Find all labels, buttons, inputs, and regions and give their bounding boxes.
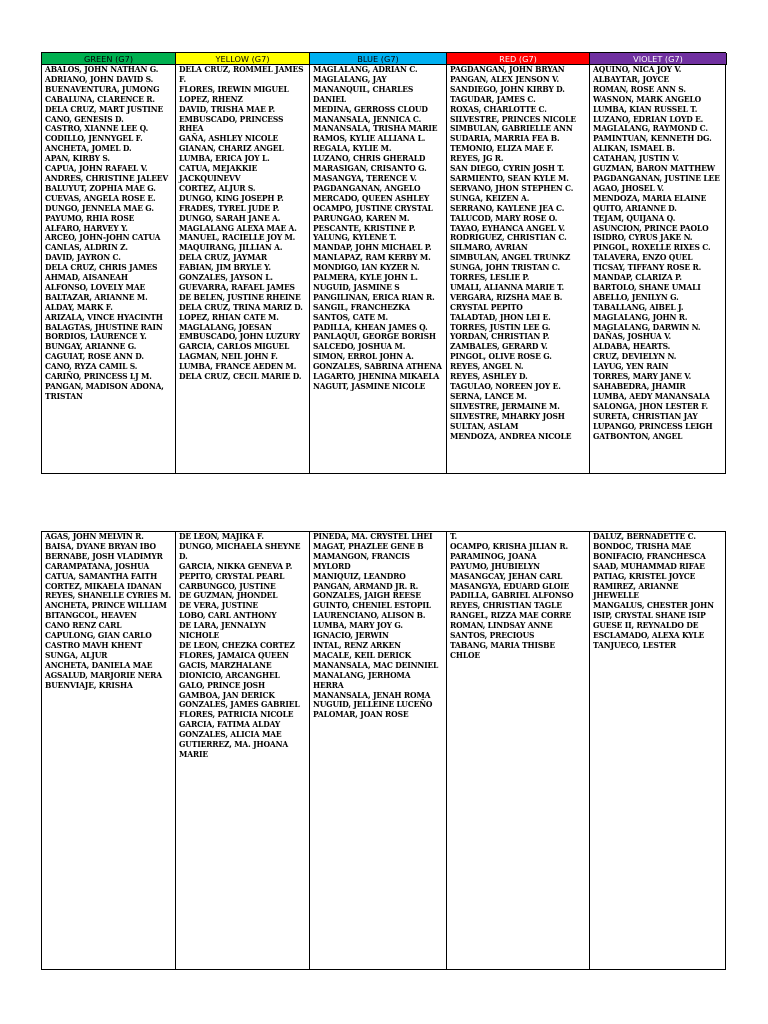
student-name: LAURENCIANO, ALISON B. — [313, 610, 426, 621]
student-name: BAISA, DYANE BRYAN IBO — [45, 540, 156, 551]
student-name: ARIZALA, VINCE HYACINTH — [45, 311, 163, 322]
student-name: GALO, PRINCE JOSH — [179, 679, 265, 690]
student-name: MANALANG, JERHOMA HERRA — [313, 669, 411, 690]
student-name: MANANSALA, JENNICA C. — [313, 113, 422, 124]
student-name: LAYUG, YEN RAIN — [593, 361, 669, 372]
student-name: BALAGTAS, JHUSTINE RAIN — [45, 321, 163, 332]
student-name: IGNACIO, JERWIN — [313, 630, 389, 641]
bottom-roster-table — [41, 531, 726, 970]
student-name: ABALOS, JOHN NATHAN G. — [45, 65, 159, 74]
student-name: CORTEZ, MIKAELA IDANAN — [45, 580, 162, 591]
student-name: MENDOZA, MARIA ELAINE — [593, 192, 707, 203]
blue-column — [310, 65, 447, 473]
student-name: BERNABE, JOSH VLADIMYR — [45, 550, 163, 561]
student-name: MAQUIRANG, JILLIAN A. — [179, 242, 283, 253]
student-name: MANDAP, CLARIZA P. — [593, 272, 682, 283]
student-name: GIANAN, CHARIZ ANGEL — [179, 143, 284, 154]
student-name: MAGLALANG, JOESAN — [179, 321, 272, 332]
student-name: SANDIEGO, JOHN KIRBY D. — [450, 83, 565, 94]
student-name: MAGLALANG, JOHN R. — [593, 311, 688, 322]
student-name: LUMBA, AEDY MANANSALA — [593, 390, 710, 401]
student-name: ALDAY, MARK F. — [45, 301, 113, 312]
yellow-column-continued — [176, 532, 310, 969]
student-name: LOBO, CARL ANTHONY — [179, 610, 277, 621]
student-name: ROMAN, LINDSAY ANNE — [450, 620, 553, 631]
student-name: GONZALES, SABRINA ATHENA — [313, 361, 442, 372]
student-name: DELA CRUZ, CECIL MARIE D. — [179, 371, 302, 382]
student-name: PANGAN, MADISON ADONA, TRISTAN — [45, 381, 164, 401]
student-name: TEMONIO, ELIZA MAE F. — [450, 143, 554, 154]
student-name: BUENAVENTURA, JUMONG — [45, 83, 160, 94]
student-name: LUMBA, MARY JOY G. — [313, 620, 403, 631]
student-name: LAGARTO, JHENINA MIKAELA — [313, 371, 440, 382]
student-name: DE GUZMAN, JHONDEL — [179, 590, 278, 601]
red-column — [447, 65, 590, 473]
student-name: CANO, GENESIS D. — [45, 113, 124, 124]
student-name: ISIP, CRYSTAL SHANE ISIP — [593, 610, 706, 621]
student-name: DALUZ, BERNADETTE C. — [593, 532, 696, 541]
student-name: ROXAS, CHARLOTTE C. — [450, 103, 547, 114]
student-name: PATIAG, KRISTEL JOYCE — [593, 570, 696, 581]
student-name: RODRIGUEZ, CHRISTIAN C. — [450, 232, 567, 243]
student-name: ADRIANO, JOHN DAVID S. — [45, 73, 154, 84]
student-name: MAGAT, PHAZLEE GENE B — [313, 540, 424, 551]
student-name: FRADES, TYREL JUDE P. — [179, 202, 280, 213]
student-name: PANGILINAN, ERICA RIAN R. — [313, 291, 435, 302]
student-name: LUMBA, FRANCE AEDEN M. — [179, 361, 297, 372]
student-name: MAMANGON, FRANCIS MYLORD — [313, 550, 410, 571]
student-name: LUZANO, EDRIAN LOYD E. — [593, 113, 704, 124]
student-name: DUNGO, MICHAELA SHEYNE D. — [179, 540, 301, 561]
student-name: MAGLALANG, RAYMOND C. — [593, 123, 708, 134]
student-name: MANANSALA, TRISHA MARIE — [313, 123, 438, 134]
student-name: INTAL, RENZ ARKEN — [313, 639, 401, 650]
student-name: MARASIGAN, CRISANTO G. — [313, 163, 427, 174]
student-name: CANO, RYZA CAMIL S. — [45, 361, 138, 372]
student-name: PEPITO, CRYSTAL PEARL — [179, 570, 285, 581]
student-name: GONZALES, JAIGH REESE — [313, 590, 421, 601]
student-name: CANLAS, ALDRIN Z. — [45, 242, 128, 253]
header-green: GREEN (G7) — [42, 53, 176, 65]
student-name: AGSALUD, MARJORIE NERA — [45, 669, 162, 680]
student-name: OCAMPO, JUSTINE CRYSTAL — [313, 202, 433, 213]
student-name: BUENVIAJE, KRISHA — [45, 679, 133, 690]
student-name: MANIQUIZ, LEANDRO — [313, 570, 406, 581]
student-name: PESCANTE, KRISTINE P. — [313, 222, 416, 233]
student-name: TALADTAD, JHON LEI E. — [450, 311, 551, 322]
student-name: ALFONSO, LOVELY MAE — [45, 281, 146, 292]
student-name: TALUCOD, MARY ROSE O. — [450, 212, 558, 223]
student-name: CODILLO, JENNYGEL F. — [45, 133, 143, 144]
student-name: DE LEON, MAJIKA F. — [179, 532, 264, 541]
student-name: CASTRO MAVH KHENT — [45, 639, 143, 650]
student-name: PAYUMO, RHIA ROSE — [45, 212, 135, 223]
student-name: PALMERA, KYLE JOHN L. — [313, 272, 418, 283]
student-name: GATBONTON, ANGEL — [593, 430, 683, 441]
student-name: DIONICIO, ARCANGHEL — [179, 669, 280, 680]
student-name: SANGIL, FRANCHEZKA — [313, 301, 410, 312]
header-violet: VIOLET (G7) — [590, 53, 727, 65]
student-name: FLORES, IREWIN MIGUEL LOPEZ, RHENZ — [179, 83, 289, 104]
student-name: MANUEL, RACIELLE JOY M. — [179, 232, 296, 243]
student-name: TORRES, JUSTIN LEE G. — [450, 321, 551, 332]
student-name: MENDOZA, ANDREA NICOLE — [450, 430, 572, 441]
student-name: DE LEON, CHEZKA CORTEZ — [179, 639, 295, 650]
student-name: TICSAY, TIFFANY ROSE R. — [593, 262, 702, 273]
student-name: TANJUECO, LESTER — [593, 639, 677, 650]
student-name: GUESE II, REYNALDO DE — [593, 620, 699, 631]
student-name: TAYAO, EYHANCA ANGEL V. — [450, 222, 565, 233]
student-name: SAAD, MUHAMMAD RIFAE — [593, 560, 705, 571]
student-name: AHMAD, AISANEAH — [45, 272, 128, 283]
student-name: TORRES, MARY JANE V. — [593, 371, 692, 382]
student-name: PAGDANGANAN, JUSTINE LEE — [593, 172, 720, 183]
student-name: ISIDRO, CYRUS JAKE N. — [593, 232, 693, 243]
student-name: CARBUNGCO, JUSTINE — [179, 580, 276, 591]
student-name: GARCIA, FATIMA ALDAY — [179, 719, 281, 730]
student-name: DELA CRUZ, CHRIS JAMES — [45, 262, 158, 273]
student-name: LOPEZ, RHIAN CATE M. — [179, 311, 279, 322]
student-name: PADILLA, GABRIEL ALFONSO — [450, 590, 574, 601]
student-name: REYES, JG R. — [450, 153, 504, 164]
student-name: MERCADO, QUEEN ASHLEY — [313, 192, 430, 203]
student-name: LUMBA, KIAN RUSSEL T. — [593, 103, 698, 114]
student-name: DELA CRUZ, MART JUSTINE — [45, 103, 164, 114]
top-roster-table — [41, 52, 726, 474]
student-name: PANLAQUI, GEORGE BORISH — [313, 331, 436, 342]
student-name: PINGOL, OLIVE ROSE G. — [450, 351, 552, 362]
student-name: SUNGA, JOHN TRISTAN C. — [450, 262, 560, 273]
student-name: TABALLANG, AIBEL J. — [593, 301, 684, 312]
student-name: CUEVAS, ANGELA ROSE E. — [45, 192, 156, 203]
student-name: TAGULAO, NOREEN JOY E. — [450, 381, 561, 391]
violet-column — [590, 65, 727, 473]
student-name: MEDINA, GERROSS CLOUD — [313, 103, 428, 114]
student-name: CRUZ, DEVIELYN N. — [593, 351, 677, 362]
student-name: AGAO, JHOSEL V. — [593, 182, 664, 193]
blue-column-continued — [310, 532, 447, 969]
student-name: MAGLALANG ALEXA MAE A. — [179, 222, 297, 233]
student-name: PAGDANGAN, JOHN BRYAN — [450, 65, 565, 74]
student-name: TORRES, LESLIE P. — [450, 272, 530, 283]
student-name: T. — [450, 532, 457, 541]
student-name: LUZANO, CHRIS GHERALD — [313, 153, 426, 164]
student-name: BALTAZAR, ARIANNE M. — [45, 291, 148, 302]
student-name: CABALUNA, CLARENCE R. — [45, 93, 155, 104]
student-name: FLORES, PATRICIA NICOLE — [179, 709, 294, 720]
student-name: GUTIERREZ, MA. JHOANA MARIE — [179, 739, 289, 759]
student-name: AGAS, JOHN MELVIN R. — [45, 532, 144, 541]
student-name: QUITO, ARIANNE D. — [593, 202, 677, 213]
student-name: MANLAPAZ, RAM KERBY M. — [313, 252, 431, 263]
student-name: PARAMINOG, JOANA — [450, 550, 537, 561]
student-name: TEJAM, QUIJANA Q. — [593, 212, 676, 223]
student-name: ANCHETA, DANIELA MAE — [45, 659, 153, 670]
student-name: GUINTO, CHENIEL ESTOPIL — [313, 600, 431, 611]
student-name: SILVESTRE, MHARKY JOSH — [450, 410, 565, 421]
student-name: BUNGAY, ARIANNE G. — [45, 341, 137, 352]
student-name: CATAHAN, JUSTIN V. — [593, 153, 679, 164]
student-name: SIMBULAN, GABRIELLE ANN — [450, 123, 573, 134]
student-name: FLORES, JAMAICA QUEEN — [179, 649, 289, 660]
student-name: LUPANGO, PRINCESS LEIGH — [593, 420, 713, 431]
student-name: ALIKAN, ISMAEL B. — [593, 143, 675, 154]
student-name: LAGMAN, NEIL JOHN F. — [179, 351, 278, 362]
student-name: DAÑAS, JOSHUA V. — [593, 331, 671, 342]
student-name: MAGLALANG, JAY MANANQUIL, CHARLES DANIEL — [313, 73, 414, 104]
student-name: PALOMAR, JOAN ROSE — [313, 709, 409, 720]
student-name: EMBUSCADO, PRINCESS RHEA — [179, 113, 284, 134]
student-name: SIMON, ERROL JOHN A. — [313, 351, 414, 362]
green-column — [42, 65, 176, 473]
student-name: WASNON, MARK ANGELO — [593, 93, 702, 104]
student-name: MAGLALANG, ADRIAN C. — [313, 65, 418, 74]
student-name: MASANGYA, EDUARD GLOIE — [450, 580, 570, 591]
student-name: GARCIA, CARLOS MIGUEL — [179, 341, 290, 352]
student-name: SALONGA, JHON LESTER F. — [593, 400, 709, 411]
student-name: REGALA, KYLIE M. — [313, 143, 392, 154]
student-name: MASANGYA, TERENCE V. — [313, 172, 417, 183]
red-column-continued — [447, 532, 590, 969]
student-name: REYES, SHANELLE CYRIES M. — [45, 590, 171, 601]
student-name: NUGUID, JASMINE S — [313, 281, 400, 292]
student-name: ABELLO, JENILYN G. — [593, 291, 679, 302]
student-name: MANDAP, JOHN MICHAEL P. — [313, 242, 432, 253]
student-name: PAGDANGANAN, ANGELO — [313, 182, 421, 193]
student-name: BARTOLO, SHANE UMALI — [593, 281, 701, 292]
student-name: YALUNG, KYLENE T. — [313, 232, 397, 243]
student-name: CAPUA, JOHN RAFAEL V. — [45, 163, 148, 174]
student-name: APAN, KIRBY S. — [45, 153, 110, 164]
student-name: CORTEZ, ALJUR S. — [179, 182, 256, 193]
student-name: REYES, CHRISTIAN TAGLE — [450, 600, 562, 611]
student-name: CARIÑO, PRINCESS LJ M. — [45, 371, 152, 382]
student-name: DAVID, TRISHA MAE P. — [179, 103, 275, 114]
student-name: PAYUMO, JHUBIELYN — [450, 560, 540, 571]
yellow-column — [176, 65, 310, 473]
student-name: SILVESTRE, PRINCES NICOLE — [450, 113, 576, 124]
student-name: MANANSALA, MAC DEINNIEL — [313, 659, 439, 670]
student-name: SERVANO, JHON STEPHEN C. — [450, 182, 574, 193]
student-name: YORDAN, CHRISTIAN P. — [450, 331, 550, 342]
green-column-continued — [42, 532, 176, 969]
header-blue: BLUE (G7) — [310, 53, 447, 65]
student-name: SUDARIA, MARRIA FEA B. — [450, 133, 560, 144]
student-name: GACIS, MARZHALANE — [179, 659, 272, 670]
student-name: MACALE, KEIL DERICK — [313, 649, 412, 660]
student-name: ASUNCION, PRINCE PAOLO — [593, 222, 709, 233]
student-name: ANCHETA, PRINCE WILLIAM — [45, 600, 167, 611]
student-name: PAMINTUAN, KENNETH DG. — [593, 133, 712, 144]
student-name: SANTOS, PRECIOUS — [450, 630, 535, 641]
student-name: SANTOS, CATE M. — [313, 311, 389, 322]
student-name: MONDIGO, IAN KYZER N. — [313, 262, 420, 273]
student-name: GONZALES, ALICIA MAE — [179, 729, 282, 740]
student-name: SUNGA, ALJUR — [45, 649, 108, 660]
student-name: CRYSTAL PEPITO — [450, 301, 523, 312]
student-name: ROMAN, ROSE ANN S. — [593, 83, 686, 94]
student-name: PINGOL, ROXELLE RIXES C. — [593, 242, 711, 253]
student-name: MAGLALANG, DARWIN N. — [593, 321, 701, 332]
student-name: GAÑA, ASHLEY NICOLE — [179, 133, 279, 144]
student-name: EMBUSCADO, JOHN LUZURY — [179, 331, 300, 342]
student-name: SERNA, LANCE M. — [450, 390, 527, 401]
student-name: SERRANO, KAYLENE JEA C. — [450, 202, 565, 213]
student-name: SILMARO, AVRIAN — [450, 242, 528, 253]
student-name: RANGEL, RIZZA MAE CORRE — [450, 610, 572, 621]
student-name: CARAMPATANA, JOSHUA — [45, 560, 150, 571]
student-name: SIMBULAN, ANGEL TRUNKZ — [450, 252, 571, 263]
student-name: BITANGCOL, HEAVEN — [45, 610, 137, 621]
student-name: SALCEDO, JOSHUA M. — [313, 341, 406, 352]
student-name: ALFARO, HARVEY Y. — [45, 222, 128, 233]
student-name: RAMOS, KYLIE ALLIANA L. — [313, 133, 426, 144]
violet-column-continued — [590, 532, 727, 969]
student-name: DELA CRUZ, ROMMEL JAMES F. — [179, 65, 304, 84]
student-name: OCAMPO, KRISHA JILIAN R. — [450, 540, 568, 551]
student-name: RAMIREZ, ARIANNE JHEWELLE — [593, 580, 679, 601]
student-name: ALDABA, HEARTS. — [593, 341, 671, 352]
student-name: VERGARA, RIZSHA MAE B. — [450, 291, 563, 302]
student-name: TABANG, MARIA THISBE CHLOE — [450, 639, 556, 660]
student-name: SAN DIEGO, CYRIN JOSH T. — [450, 163, 565, 174]
student-name: DUNGO, KING JOSEPH P. — [179, 192, 284, 203]
student-name: DELA CRUZ, TRINA MARIZ D. — [179, 301, 303, 312]
student-name: GAMBOA, JAN DERICK — [179, 689, 275, 700]
header-yellow: YELLOW (G7) — [176, 53, 310, 65]
student-name: DUNGO, SARAH JANE A. — [179, 212, 281, 223]
student-name: TALAVERA, ENZO QUEL — [593, 252, 693, 263]
student-name: SARMIENTO, SEAN KYLE M. — [450, 172, 569, 183]
student-name: PANGAN, ARMAND JR. R. — [313, 580, 419, 591]
student-name: BONIFACIO, FRANCHESCA — [593, 550, 706, 561]
student-name: CANO RENZ CARL — [45, 620, 122, 631]
student-name: PADILLA, KHEAN JAMES Q. — [313, 321, 428, 332]
student-name: GARCIA, NIKKA GENEVA P. — [179, 560, 293, 571]
student-name: CAPULONG, GIAN CARLO — [45, 630, 152, 641]
student-name: DUNGO, JENNELA MAE G. — [45, 202, 154, 213]
student-name: UMALI, ALIANNA MARIE T. — [450, 281, 564, 292]
student-name: ANDRES, CHRISTINE JALEEV — [45, 172, 169, 183]
student-name: REYES, ASHLEY D. — [450, 371, 528, 382]
student-name: SUNGA, KEIZEN A. — [450, 192, 530, 203]
student-name: GUZMAN, BARON MATTHEW — [593, 163, 716, 174]
student-name: BALUYUT, ZOPHIA MAE G. — [45, 182, 156, 193]
student-name: ARCEO, JOHN-JOHN CATUA — [45, 232, 161, 243]
student-name: MASANGCAY, JEHAN CARL — [450, 570, 563, 581]
student-name: NUGUID, JELLEINE LUCEÑO — [313, 699, 433, 710]
student-name: PARUNGAO, KAREN M. — [313, 212, 410, 223]
student-name: TAGUDAR, JAMES C. — [450, 93, 536, 104]
student-name: ESCLAMADO, ALEXA KYLE — [593, 630, 705, 641]
student-name: GONZALES, JAMES GABRIEL — [179, 699, 300, 710]
student-name: BORDIOS, LAURENCE Y. — [45, 331, 147, 342]
student-name: ANCHETA, JOMEL D. — [45, 143, 132, 154]
student-name: DAVID, JAYRON C. — [45, 252, 121, 263]
student-name: CATUA, MEJAKKIE JACKQUINEVV — [179, 163, 258, 183]
student-name: CATUA, SAMANTHA FAITH — [45, 570, 158, 581]
student-name: CASTRO, XIANNE LEE Q. — [45, 123, 149, 134]
student-name: LUMBA, ERICA JOY L. — [179, 153, 270, 164]
student-name: FABIAN, JIM BRYLE Y. — [179, 262, 271, 273]
student-name: NAGUIT, JASMINE NICOLE — [313, 381, 426, 391]
student-name: AQUINO, NICA JOY V. — [593, 65, 682, 74]
student-name: PANGAN, ALEX JENSON V. — [450, 73, 559, 84]
student-name: DELA CRUZ, JAYMAR — [179, 252, 267, 263]
student-name: DE VERA, JUSTINE — [179, 600, 258, 611]
student-name: REYES, ANGEL N. — [450, 361, 524, 372]
student-name: GUEVARRA, RAFAEL JAMES — [179, 281, 295, 292]
student-name: DE LARA, JENNALYN NICHOLE — [179, 620, 267, 641]
student-name: DE BELEN, JUSTINE RHEINE — [179, 291, 301, 302]
student-name: ZAMBALES, GERARD V. — [450, 341, 548, 352]
student-name: SILVESTRE, JERMAINE M. — [450, 400, 560, 411]
student-name: PINEDA, MA. CRYSTEL LHEI — [313, 532, 433, 541]
student-name: CAGUIAT, ROSE ANN D. — [45, 351, 144, 362]
student-name: MANGALUS, CHESTER JOHN — [593, 600, 714, 611]
student-name: BONDOC, TRISHA MAE — [593, 540, 692, 551]
student-name: SURETA, CHRISTIAN JAY — [593, 410, 698, 421]
student-name: ALBAYTAR, JOYCE — [593, 73, 669, 84]
student-name: SULTAN, ASLAM — [450, 420, 519, 431]
header-red: RED (G7) — [447, 53, 590, 65]
student-name: MANANSALA, JENAH ROMA — [313, 689, 431, 700]
student-name: SAHABEDRA, JHAMIR — [593, 381, 686, 391]
student-name: GONZALES, JAYSON L. — [179, 272, 273, 283]
